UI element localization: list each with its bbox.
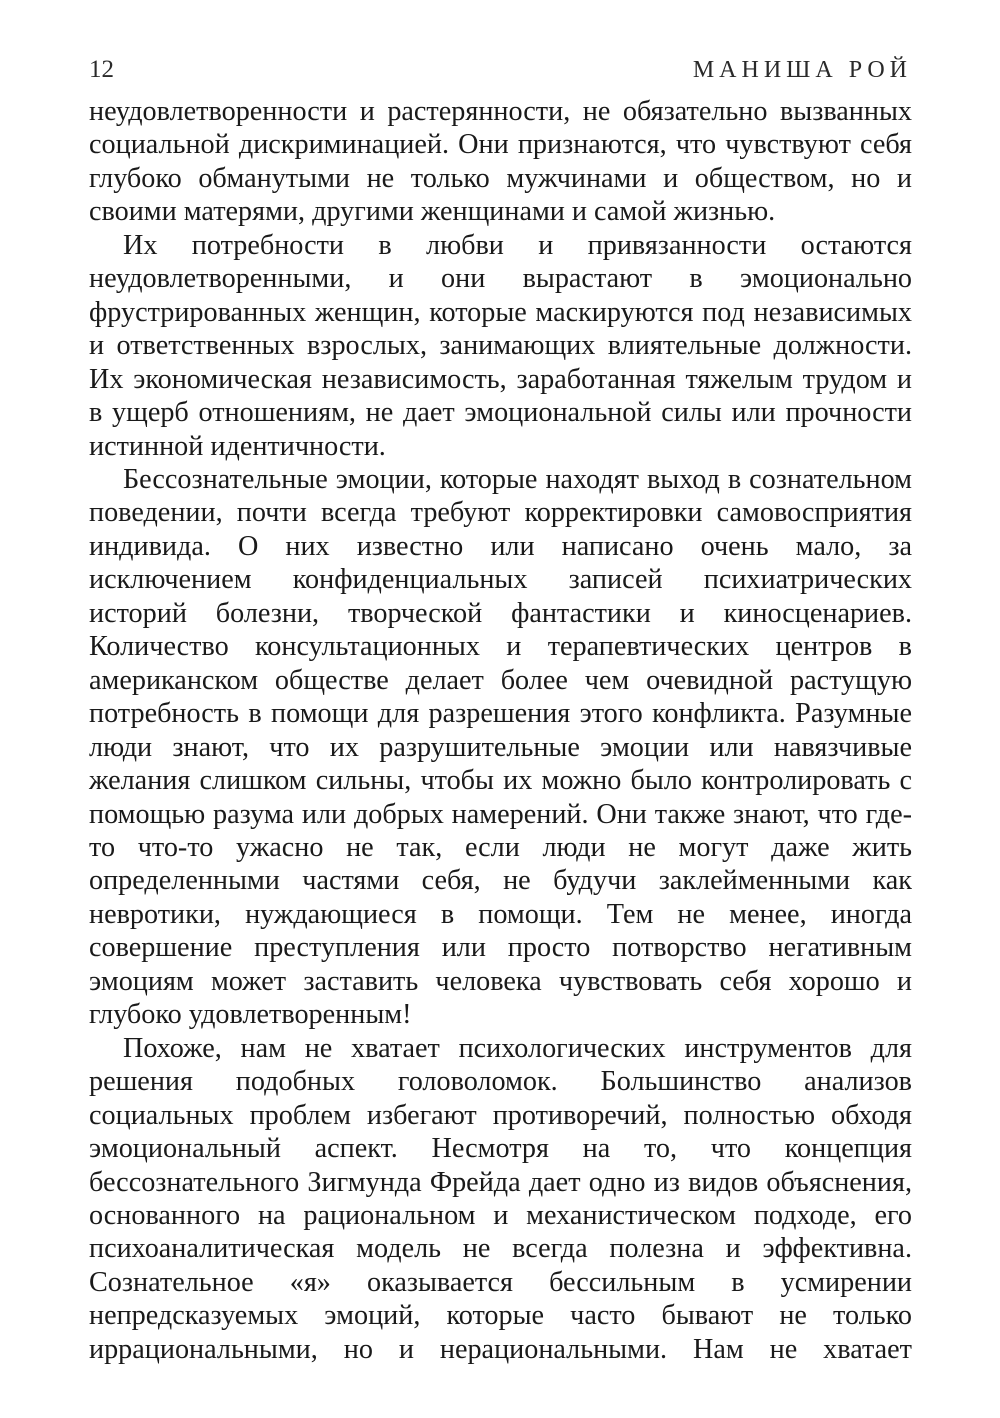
paragraph-continued: неудовлетворенности и растерянности, не обязательно вызванных социальной дискриминацией. Они признаются, что чувствуют себя глубоко обманутыми не только мужчинами и обществом, но и своими матерями, другими женщинами и самой жизнью. [89, 96, 912, 228]
running-header [89, 52, 912, 88]
paragraph: Бессознательные эмоции, которые находят выход в сознательном поведении, почти всегда требуют корректировки самовосприятия индивида. О них известно или написано очень мало, за исключением конфиденциальных записей психиатрических историй болезни, творческой фантастики и киносценариев. Количество консультационных и терапевтических центров в американском обществе делает более чем очевидной растущую потребность в помощи для разрешения этого конфликта. Разумные люди знают, что их разрушительные эмоции или навязчивые желания слишком сильны, чтобы их можно было контролировать с помощью разума или добрых намерений. Они также знают, что где-то что-то ужасно не так, если люди не могут даже жить определенными частями себя, не будучи заклейменными как невротики, нуждающиеся в помощи. Тем не менее, иногда совершение преступления или просто потворство негативным эмоциям может заставить человека чувствовать себя хорошо и глубоко удовлетворенным! [89, 463, 912, 1031]
body-text [89, 95, 912, 1366]
paragraph: Похоже, нам не хватает психологических инструментов для решения подобных головоломок. Большинство анализов социальных проблем избегают противоречий, полностью обходя эмоциональный аспект. Несмотря на то, что концепция бессознательного Зигмунда Фрейда дает одно из видов объяснения, основанного на рациональном и механистическом подходе, его психоаналитическая модель не всегда полезна и эффективна. Сознательное «я» оказывается бессильным в усмирении непредсказуемых эмоций, которые часто бывают не только иррациональными, но и нерациональными. Нам не хватает [89, 1032, 912, 1365]
paragraph: Их потребности в любви и привязанности остаются неудовлетворенными, и они вырастают в эмоционально фрустрированных женщин, которые маскируются под независимых и ответственных взрослых, занимающих влиятельные должности. Их экономическая независимость, заработанная тяжелым трудом и в ущерб отношениям, не дает эмоциональной силы или прочности истинной идентичности. [89, 229, 912, 462]
running-head-author: МАНИША РОЙ [692, 57, 912, 83]
page-number: 12 [89, 56, 114, 83]
